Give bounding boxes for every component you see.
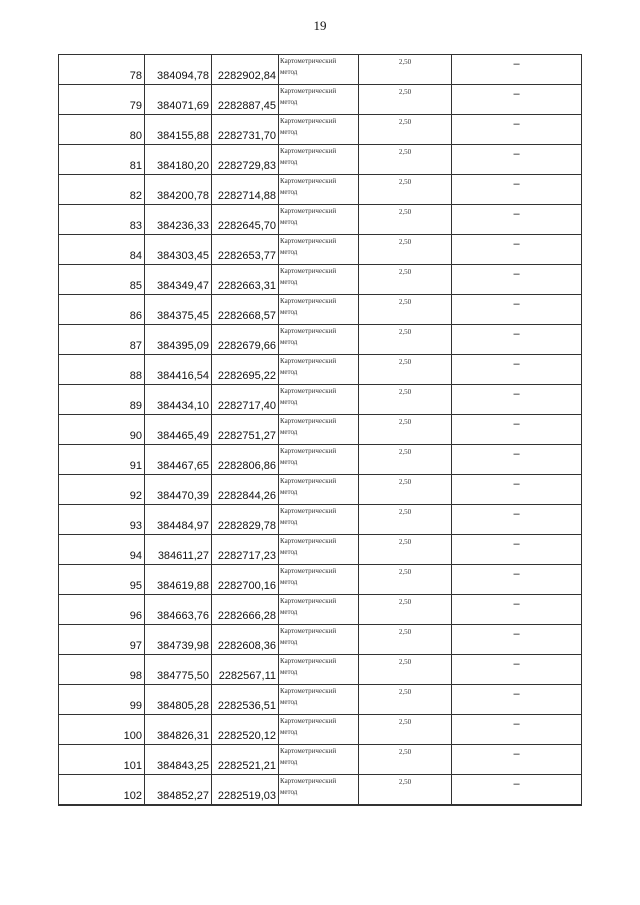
point-number-cell: 79	[59, 85, 145, 115]
table-row	[59, 715, 582, 745]
extra-cell: –	[452, 655, 582, 685]
accuracy-cell: 2,50	[359, 175, 452, 205]
accuracy-cell: 2,50	[359, 85, 452, 115]
method-line1: Картометрический	[280, 117, 337, 125]
x-coordinate-cell: 384775,50	[145, 655, 212, 685]
method-line1: Картометрический	[280, 747, 337, 755]
accuracy-cell: 2,50	[359, 385, 452, 415]
accuracy-cell: 2,50	[359, 325, 452, 355]
method-line1: Картометрический	[280, 267, 337, 275]
method-line2: метод	[280, 248, 298, 256]
method-cell	[279, 295, 359, 325]
point-number-cell: 99	[59, 685, 145, 715]
y-coordinate-cell: 2282663,31	[212, 265, 279, 295]
method-line1: Картометрический	[280, 777, 337, 785]
coordinates-table	[58, 54, 582, 806]
y-coordinate-cell: 2282844,26	[212, 475, 279, 505]
method-cell	[279, 85, 359, 115]
method-line1: Картометрический	[280, 507, 337, 515]
table-row	[59, 265, 582, 295]
method-line2: метод	[280, 398, 298, 406]
y-coordinate-cell: 2282608,36	[212, 625, 279, 655]
table-row	[59, 685, 582, 715]
method-cell	[279, 505, 359, 535]
y-coordinate-cell: 2282751,27	[212, 415, 279, 445]
point-number-cell: 97	[59, 625, 145, 655]
accuracy-cell: 2,50	[359, 715, 452, 745]
accuracy-cell: 2,50	[359, 505, 452, 535]
accuracy-cell: 2,50	[359, 595, 452, 625]
method-line2: метод	[280, 218, 298, 226]
x-coordinate-cell: 384200,78	[145, 175, 212, 205]
method-line2: метод	[280, 128, 298, 136]
y-coordinate-cell: 2282519,03	[212, 775, 279, 805]
table-row	[59, 505, 582, 535]
point-number-cell: 98	[59, 655, 145, 685]
table-row	[59, 535, 582, 565]
method-cell	[279, 535, 359, 565]
point-number-cell: 95	[59, 565, 145, 595]
method-line2: метод	[280, 338, 298, 346]
method-line2: метод	[280, 668, 298, 676]
point-number-cell: 92	[59, 475, 145, 505]
x-coordinate-cell: 384739,98	[145, 625, 212, 655]
method-line1: Картометрический	[280, 357, 337, 365]
x-coordinate-cell: 384180,20	[145, 145, 212, 175]
method-line1: Картометрический	[280, 567, 337, 575]
method-line1: Картометрический	[280, 447, 337, 455]
accuracy-cell: 2,50	[359, 655, 452, 685]
extra-cell: –	[452, 475, 582, 505]
table-row	[59, 775, 582, 805]
point-number-cell: 82	[59, 175, 145, 205]
accuracy-cell: 2,50	[359, 295, 452, 325]
accuracy-cell: 2,50	[359, 625, 452, 655]
accuracy-cell: 2,50	[359, 145, 452, 175]
x-coordinate-cell: 384465,49	[145, 415, 212, 445]
point-number-cell: 93	[59, 505, 145, 535]
point-number-cell: 78	[59, 55, 145, 85]
point-number-cell: 88	[59, 355, 145, 385]
y-coordinate-cell: 2282731,70	[212, 115, 279, 145]
x-coordinate-cell: 384155,88	[145, 115, 212, 145]
method-line2: метод	[280, 698, 298, 706]
table-row	[59, 175, 582, 205]
extra-cell: –	[452, 385, 582, 415]
extra-cell: –	[452, 775, 582, 805]
extra-cell: –	[452, 235, 582, 265]
method-cell	[279, 235, 359, 265]
method-line1: Картометрический	[280, 87, 337, 95]
y-coordinate-cell: 2282806,86	[212, 445, 279, 475]
method-cell	[279, 595, 359, 625]
y-coordinate-cell: 2282668,57	[212, 295, 279, 325]
method-line2: метод	[280, 728, 298, 736]
table-row	[59, 55, 582, 85]
point-number-cell: 94	[59, 535, 145, 565]
y-coordinate-cell: 2282645,70	[212, 205, 279, 235]
point-number-cell: 102	[59, 775, 145, 805]
point-number-cell: 89	[59, 385, 145, 415]
point-number-cell: 91	[59, 445, 145, 475]
table-row	[59, 415, 582, 445]
extra-cell: –	[452, 355, 582, 385]
accuracy-cell: 2,50	[359, 745, 452, 775]
extra-cell: –	[452, 205, 582, 235]
extra-cell: –	[452, 115, 582, 145]
method-line2: метод	[280, 368, 298, 376]
extra-cell: –	[452, 445, 582, 475]
method-line1: Картометрический	[280, 207, 337, 215]
method-cell	[279, 745, 359, 775]
point-number-cell: 83	[59, 205, 145, 235]
point-number-cell: 80	[59, 115, 145, 145]
accuracy-cell: 2,50	[359, 205, 452, 235]
y-coordinate-cell: 2282520,12	[212, 715, 279, 745]
extra-cell: –	[452, 625, 582, 655]
method-line2: метод	[280, 308, 298, 316]
method-cell	[279, 145, 359, 175]
table-row	[59, 115, 582, 145]
table-row	[59, 235, 582, 265]
extra-cell: –	[452, 295, 582, 325]
y-coordinate-cell: 2282679,66	[212, 325, 279, 355]
point-number-cell: 96	[59, 595, 145, 625]
accuracy-cell: 2,50	[359, 565, 452, 595]
y-coordinate-cell: 2282536,51	[212, 685, 279, 715]
method-line2: метод	[280, 608, 298, 616]
method-line2: метод	[280, 638, 298, 646]
extra-cell: –	[452, 505, 582, 535]
method-line1: Картометрический	[280, 597, 337, 605]
y-coordinate-cell: 2282714,88	[212, 175, 279, 205]
extra-cell: –	[452, 145, 582, 175]
y-coordinate-cell: 2282902,84	[212, 55, 279, 85]
method-line1: Картометрический	[280, 417, 337, 425]
extra-cell: –	[452, 715, 582, 745]
method-line1: Картометрический	[280, 327, 337, 335]
accuracy-cell: 2,50	[359, 265, 452, 295]
method-cell	[279, 205, 359, 235]
method-cell	[279, 655, 359, 685]
accuracy-cell: 2,50	[359, 685, 452, 715]
point-number-cell: 100	[59, 715, 145, 745]
accuracy-cell: 2,50	[359, 415, 452, 445]
method-cell	[279, 685, 359, 715]
method-cell	[279, 625, 359, 655]
x-coordinate-cell: 384663,76	[145, 595, 212, 625]
method-line1: Картометрический	[280, 387, 337, 395]
table-row	[59, 145, 582, 175]
method-line2: метод	[280, 488, 298, 496]
table-row	[59, 655, 582, 685]
method-line2: метод	[280, 788, 298, 796]
extra-cell: –	[452, 535, 582, 565]
y-coordinate-cell: 2282887,45	[212, 85, 279, 115]
method-line2: метод	[280, 278, 298, 286]
x-coordinate-cell: 384434,10	[145, 385, 212, 415]
method-line2: метод	[280, 158, 298, 166]
x-coordinate-cell: 384349,47	[145, 265, 212, 295]
accuracy-cell: 2,50	[359, 115, 452, 145]
extra-cell: –	[452, 595, 582, 625]
table-row	[59, 745, 582, 775]
x-coordinate-cell: 384826,31	[145, 715, 212, 745]
method-line1: Картометрический	[280, 717, 337, 725]
y-coordinate-cell: 2282695,22	[212, 355, 279, 385]
extra-cell: –	[452, 685, 582, 715]
extra-cell: –	[452, 85, 582, 115]
method-line2: метод	[280, 188, 298, 196]
method-cell	[279, 415, 359, 445]
table-row	[59, 385, 582, 415]
method-cell	[279, 265, 359, 295]
x-coordinate-cell: 384611,27	[145, 535, 212, 565]
accuracy-cell: 2,50	[359, 535, 452, 565]
y-coordinate-cell: 2282653,77	[212, 235, 279, 265]
coordinates-table-body	[59, 55, 582, 805]
method-cell	[279, 565, 359, 595]
method-line1: Картометрический	[280, 537, 337, 545]
page-number: 19	[313, 18, 327, 33]
x-coordinate-cell: 384395,09	[145, 325, 212, 355]
method-line1: Картометрический	[280, 57, 337, 65]
y-coordinate-cell: 2282829,78	[212, 505, 279, 535]
x-coordinate-cell: 384094,78	[145, 55, 212, 85]
y-coordinate-cell: 2282567,11	[212, 655, 279, 685]
x-coordinate-cell: 384236,33	[145, 205, 212, 235]
method-cell	[279, 445, 359, 475]
method-line2: метод	[280, 68, 298, 76]
extra-cell: –	[452, 175, 582, 205]
method-line2: метод	[280, 758, 298, 766]
method-line2: метод	[280, 458, 298, 466]
table-row	[59, 205, 582, 235]
method-cell	[279, 115, 359, 145]
method-cell	[279, 385, 359, 415]
x-coordinate-cell: 384619,88	[145, 565, 212, 595]
method-cell	[279, 55, 359, 85]
method-cell	[279, 325, 359, 355]
method-line2: метод	[280, 548, 298, 556]
table-row	[59, 565, 582, 595]
accuracy-cell: 2,50	[359, 775, 452, 805]
x-coordinate-cell: 384484,97	[145, 505, 212, 535]
table-row	[59, 85, 582, 115]
x-coordinate-cell: 384843,25	[145, 745, 212, 775]
method-cell	[279, 775, 359, 805]
point-number-cell: 87	[59, 325, 145, 355]
point-number-cell: 81	[59, 145, 145, 175]
x-coordinate-cell: 384303,45	[145, 235, 212, 265]
method-line2: метод	[280, 578, 298, 586]
accuracy-cell: 2,50	[359, 235, 452, 265]
point-number-cell: 90	[59, 415, 145, 445]
method-line1: Картометрический	[280, 477, 337, 485]
accuracy-cell: 2,50	[359, 55, 452, 85]
accuracy-cell: 2,50	[359, 445, 452, 475]
method-line1: Картометрический	[280, 147, 337, 155]
extra-cell: –	[452, 565, 582, 595]
x-coordinate-cell: 384375,45	[145, 295, 212, 325]
table-row	[59, 445, 582, 475]
y-coordinate-cell: 2282729,83	[212, 145, 279, 175]
x-coordinate-cell: 384470,39	[145, 475, 212, 505]
x-coordinate-cell: 384852,27	[145, 775, 212, 805]
method-line1: Картометрический	[280, 657, 337, 665]
method-cell	[279, 475, 359, 505]
method-line1: Картометрический	[280, 297, 337, 305]
method-line2: метод	[280, 518, 298, 526]
method-cell	[279, 175, 359, 205]
method-line1: Картометрический	[280, 177, 337, 185]
y-coordinate-cell: 2282717,23	[212, 535, 279, 565]
table-row	[59, 595, 582, 625]
method-line1: Картометрический	[280, 687, 337, 695]
extra-cell: –	[452, 55, 582, 85]
point-number-cell: 84	[59, 235, 145, 265]
point-number-cell: 85	[59, 265, 145, 295]
extra-cell: –	[452, 265, 582, 295]
method-line1: Картометрический	[280, 237, 337, 245]
accuracy-cell: 2,50	[359, 475, 452, 505]
table-row	[59, 325, 582, 355]
point-number-cell: 101	[59, 745, 145, 775]
y-coordinate-cell: 2282521,21	[212, 745, 279, 775]
method-cell	[279, 355, 359, 385]
x-coordinate-cell: 384805,28	[145, 685, 212, 715]
point-number-cell: 86	[59, 295, 145, 325]
table-row	[59, 295, 582, 325]
y-coordinate-cell: 2282717,40	[212, 385, 279, 415]
table-row	[59, 475, 582, 505]
extra-cell: –	[452, 415, 582, 445]
method-line1: Картометрический	[280, 627, 337, 635]
y-coordinate-cell: 2282666,28	[212, 595, 279, 625]
accuracy-cell: 2,50	[359, 355, 452, 385]
x-coordinate-cell: 384416,54	[145, 355, 212, 385]
extra-cell: –	[452, 325, 582, 355]
method-line2: метод	[280, 98, 298, 106]
y-coordinate-cell: 2282700,16	[212, 565, 279, 595]
table-row	[59, 355, 582, 385]
extra-cell: –	[452, 745, 582, 775]
method-line2: метод	[280, 428, 298, 436]
x-coordinate-cell: 384071,69	[145, 85, 212, 115]
method-cell	[279, 715, 359, 745]
x-coordinate-cell: 384467,65	[145, 445, 212, 475]
table-row	[59, 625, 582, 655]
